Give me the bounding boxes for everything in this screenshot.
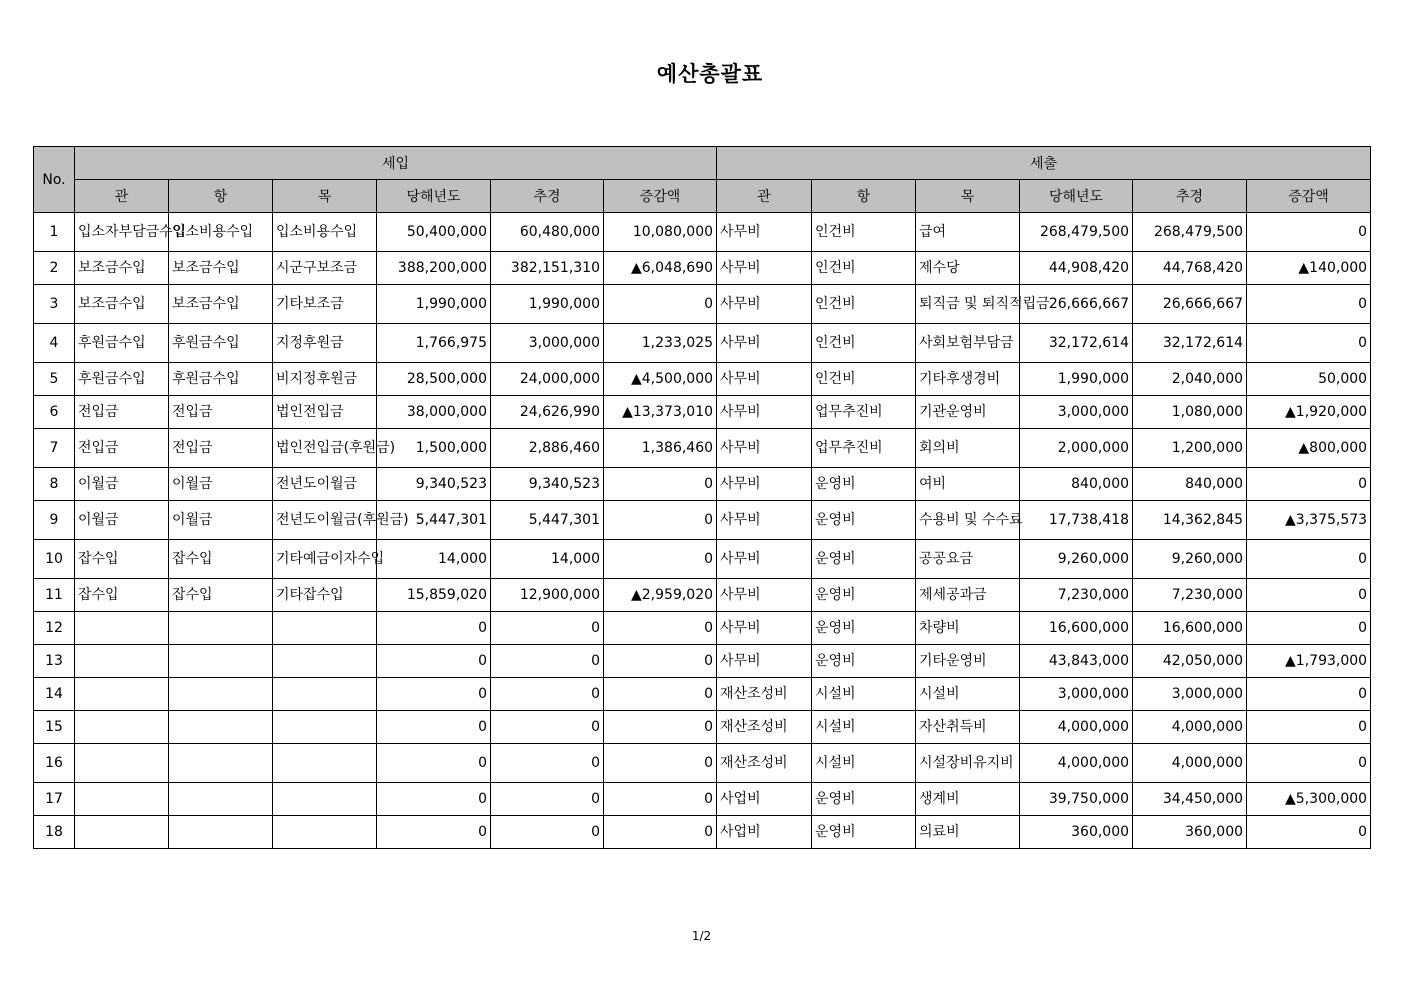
income-mok-cell: 시군구보조금: [273, 252, 377, 285]
table-row: [34, 252, 1371, 285]
table-row: [34, 363, 1371, 396]
income-hang-cell: [169, 816, 273, 849]
income-supplementary-cell: 24,000,000: [491, 363, 604, 396]
expense-change-cell: ▲140,000: [1247, 252, 1371, 285]
row-number: 2: [34, 252, 75, 285]
expense-gwan-cell: 사무비: [717, 612, 812, 645]
income-current-year-cell: 5,447,301: [377, 501, 491, 540]
expense-hang-cell: 운영비: [812, 540, 916, 579]
income-hang-cell: 보조금수입: [169, 252, 273, 285]
income-supplementary-cell: 60,480,000: [491, 213, 604, 252]
expense-gwan-cell: 재산조성비: [717, 711, 812, 744]
expense-change-cell: 0: [1247, 612, 1371, 645]
row-number: 12: [34, 612, 75, 645]
row-number: 17: [34, 783, 75, 816]
expense-supplementary-cell: 14,362,845: [1133, 501, 1247, 540]
expense-supplementary-cell: 1,200,000: [1133, 429, 1247, 468]
expense-change-cell: 0: [1247, 213, 1371, 252]
income-supplementary-cell: 2,886,460: [491, 429, 604, 468]
expense-current-year-cell: 3,000,000: [1020, 396, 1133, 429]
income-change-cell: 0: [604, 645, 717, 678]
expense-supplementary-cell: 16,600,000: [1133, 612, 1247, 645]
expense-current-year-cell: 39,750,000: [1020, 783, 1133, 816]
income-mok-cell: 기타보조금: [273, 285, 377, 324]
income-hang-cell: [169, 645, 273, 678]
table-row: [34, 396, 1371, 429]
income-gwan-cell: [75, 678, 169, 711]
header-no: No.: [34, 147, 75, 213]
table-row: [34, 744, 1371, 783]
income-gwan-cell: [75, 612, 169, 645]
income-supplementary-cell: 1,990,000: [491, 285, 604, 324]
income-supplementary-cell: 0: [491, 816, 604, 849]
expense-hang-cell: 운영비: [812, 501, 916, 540]
income-mok-cell: 기타잡수입: [273, 579, 377, 612]
income-supplementary-cell: 382,151,310: [491, 252, 604, 285]
expense-hang-cell: 시설비: [812, 744, 916, 783]
expense-gwan-cell: 사업비: [717, 783, 812, 816]
expense-current-year-cell: 268,479,500: [1020, 213, 1133, 252]
income-current-year-cell: 38,000,000: [377, 396, 491, 429]
income-mok-cell: [273, 678, 377, 711]
income-mok-cell: [273, 711, 377, 744]
row-number: 15: [34, 711, 75, 744]
row-number: 13: [34, 645, 75, 678]
income-mok-cell: [273, 612, 377, 645]
expense-supplementary-cell: 7,230,000: [1133, 579, 1247, 612]
income-hang-cell: [169, 783, 273, 816]
expense-hang-cell: 업무추진비: [812, 429, 916, 468]
income-hang-cell: [169, 744, 273, 783]
income-current-year-cell: 1,500,000: [377, 429, 491, 468]
income-change-cell: ▲6,048,690: [604, 252, 717, 285]
income-hang-cell: [169, 678, 273, 711]
income-current-year-cell: 0: [377, 816, 491, 849]
expense-supplementary-cell: 360,000: [1133, 816, 1247, 849]
header-income-hang: 항: [169, 180, 273, 213]
expense-current-year-cell: 360,000: [1020, 816, 1133, 849]
expense-gwan-cell: 사무비: [717, 579, 812, 612]
expense-current-year-cell: 2,000,000: [1020, 429, 1133, 468]
row-number: 8: [34, 468, 75, 501]
expense-hang-cell: 운영비: [812, 579, 916, 612]
expense-change-cell: 0: [1247, 285, 1371, 324]
header-income: 세입: [75, 147, 717, 180]
income-mok-cell: 비지정후원금: [273, 363, 377, 396]
row-number: 4: [34, 324, 75, 363]
income-current-year-cell: 50,400,000: [377, 213, 491, 252]
header-income-supplementary: 추경: [491, 180, 604, 213]
income-change-cell: 0: [604, 540, 717, 579]
table-row: [34, 285, 1371, 324]
expense-supplementary-cell: 44,768,420: [1133, 252, 1247, 285]
expense-change-cell: 0: [1247, 468, 1371, 501]
expense-mok-cell: 퇴직금 및 퇴직적립금: [916, 285, 1020, 324]
expense-supplementary-cell: 268,479,500: [1133, 213, 1247, 252]
budget-summary-table: [33, 146, 1371, 849]
table-row: [34, 783, 1371, 816]
table-row: [34, 612, 1371, 645]
expense-current-year-cell: 9,260,000: [1020, 540, 1133, 579]
table-body: [34, 213, 1371, 849]
income-hang-cell: 전입금: [169, 429, 273, 468]
income-gwan-cell: 보조금수입: [75, 285, 169, 324]
expense-hang-cell: 인건비: [812, 285, 916, 324]
income-hang-cell: 후원금수입: [169, 363, 273, 396]
income-change-cell: 0: [604, 783, 717, 816]
expense-mok-cell: 기타후생경비: [916, 363, 1020, 396]
table-row: [34, 711, 1371, 744]
income-change-cell: 0: [604, 468, 717, 501]
income-gwan-cell: 이월금: [75, 501, 169, 540]
expense-supplementary-cell: 1,080,000: [1133, 396, 1247, 429]
row-number: 9: [34, 501, 75, 540]
expense-change-cell: 0: [1247, 816, 1371, 849]
income-hang-cell: 보조금수입: [169, 285, 273, 324]
expense-supplementary-cell: 4,000,000: [1133, 711, 1247, 744]
expense-change-cell: 0: [1247, 540, 1371, 579]
row-number: 1: [34, 213, 75, 252]
expense-gwan-cell: 재산조성비: [717, 744, 812, 783]
income-supplementary-cell: 0: [491, 612, 604, 645]
income-mok-cell: 입소비용수입: [273, 213, 377, 252]
income-change-cell: 1,386,460: [604, 429, 717, 468]
expense-supplementary-cell: 42,050,000: [1133, 645, 1247, 678]
expense-hang-cell: 운영비: [812, 783, 916, 816]
expense-change-cell: ▲800,000: [1247, 429, 1371, 468]
expense-mok-cell: 여비: [916, 468, 1020, 501]
expense-change-cell: ▲1,920,000: [1247, 396, 1371, 429]
income-change-cell: 0: [604, 678, 717, 711]
expense-hang-cell: 인건비: [812, 363, 916, 396]
expense-gwan-cell: 재산조성비: [717, 678, 812, 711]
income-hang-cell: [169, 711, 273, 744]
income-gwan-cell: 이월금: [75, 468, 169, 501]
income-gwan-cell: [75, 783, 169, 816]
income-mok-cell: [273, 645, 377, 678]
table-row: [34, 429, 1371, 468]
income-change-cell: 0: [604, 285, 717, 324]
expense-gwan-cell: 사무비: [717, 396, 812, 429]
expense-mok-cell: 차량비: [916, 612, 1020, 645]
expense-mok-cell: 제수당: [916, 252, 1020, 285]
expense-hang-cell: 운영비: [812, 645, 916, 678]
expense-hang-cell: 시설비: [812, 678, 916, 711]
expense-hang-cell: 인건비: [812, 252, 916, 285]
row-number: 3: [34, 285, 75, 324]
expense-change-cell: 0: [1247, 579, 1371, 612]
income-supplementary-cell: 0: [491, 744, 604, 783]
income-change-cell: ▲2,959,020: [604, 579, 717, 612]
income-gwan-cell: [75, 711, 169, 744]
expense-hang-cell: 운영비: [812, 816, 916, 849]
income-mok-cell: [273, 816, 377, 849]
expense-current-year-cell: 17,738,418: [1020, 501, 1133, 540]
income-mok-cell: 지정후원금: [273, 324, 377, 363]
expense-mok-cell: 자산취득비: [916, 711, 1020, 744]
table-row: [34, 213, 1371, 252]
income-mok-cell: [273, 783, 377, 816]
row-number: 11: [34, 579, 75, 612]
expense-supplementary-cell: 32,172,614: [1133, 324, 1247, 363]
income-gwan-cell: 잡수입: [75, 540, 169, 579]
table-row: [34, 645, 1371, 678]
header-income-gwan: 관: [75, 180, 169, 213]
income-mok-cell: [273, 744, 377, 783]
expense-gwan-cell: 사업비: [717, 816, 812, 849]
expense-change-cell: ▲3,375,573: [1247, 501, 1371, 540]
income-hang-cell: [169, 612, 273, 645]
expense-current-year-cell: 1,990,000: [1020, 363, 1133, 396]
expense-current-year-cell: 4,000,000: [1020, 711, 1133, 744]
row-number: 10: [34, 540, 75, 579]
income-hang-cell: 잡수입: [169, 540, 273, 579]
expense-mok-cell: 회의비: [916, 429, 1020, 468]
expense-hang-cell: 업무추진비: [812, 396, 916, 429]
expense-hang-cell: 인건비: [812, 213, 916, 252]
expense-change-cell: 0: [1247, 324, 1371, 363]
expense-gwan-cell: 사무비: [717, 540, 812, 579]
header-income-current-year: 당해년도: [377, 180, 491, 213]
expense-current-year-cell: 16,600,000: [1020, 612, 1133, 645]
expense-current-year-cell: 32,172,614: [1020, 324, 1133, 363]
income-gwan-cell: 입소자부담금수입: [75, 213, 169, 252]
income-change-cell: 0: [604, 744, 717, 783]
expense-gwan-cell: 사무비: [717, 285, 812, 324]
expense-mok-cell: 제세공과금: [916, 579, 1020, 612]
header-expense: 세출: [717, 147, 1371, 180]
income-mok-cell: 전년도이월금: [273, 468, 377, 501]
income-current-year-cell: 0: [377, 744, 491, 783]
expense-mok-cell: 기관운영비: [916, 396, 1020, 429]
expense-current-year-cell: 4,000,000: [1020, 744, 1133, 783]
expense-gwan-cell: 사무비: [717, 363, 812, 396]
income-current-year-cell: 15,859,020: [377, 579, 491, 612]
expense-current-year-cell: 840,000: [1020, 468, 1133, 501]
expense-gwan-cell: 사무비: [717, 645, 812, 678]
income-change-cell: 1,233,025: [604, 324, 717, 363]
income-mok-cell: 전년도이월금(후원금): [273, 501, 377, 540]
expense-change-cell: 50,000: [1247, 363, 1371, 396]
expense-gwan-cell: 사무비: [717, 324, 812, 363]
expense-mok-cell: 급여: [916, 213, 1020, 252]
income-current-year-cell: 0: [377, 711, 491, 744]
header-expense-hang: 항: [812, 180, 916, 213]
table-row: [34, 540, 1371, 579]
income-supplementary-cell: 0: [491, 711, 604, 744]
income-supplementary-cell: 3,000,000: [491, 324, 604, 363]
expense-current-year-cell: 43,843,000: [1020, 645, 1133, 678]
income-current-year-cell: 1,990,000: [377, 285, 491, 324]
expense-supplementary-cell: 3,000,000: [1133, 678, 1247, 711]
expense-supplementary-cell: 4,000,000: [1133, 744, 1247, 783]
income-gwan-cell: [75, 744, 169, 783]
income-gwan-cell: 전입금: [75, 396, 169, 429]
income-supplementary-cell: 9,340,523: [491, 468, 604, 501]
income-change-cell: ▲4,500,000: [604, 363, 717, 396]
table-row: [34, 501, 1371, 540]
expense-change-cell: 0: [1247, 678, 1371, 711]
income-change-cell: 0: [604, 816, 717, 849]
row-number: 5: [34, 363, 75, 396]
expense-mok-cell: 시설장비유지비: [916, 744, 1020, 783]
row-number: 7: [34, 429, 75, 468]
income-hang-cell: 입소비용수입: [169, 213, 273, 252]
header-income-change: 증감액: [604, 180, 717, 213]
expense-change-cell: ▲5,300,000: [1247, 783, 1371, 816]
expense-supplementary-cell: 34,450,000: [1133, 783, 1247, 816]
income-current-year-cell: 0: [377, 612, 491, 645]
income-change-cell: 0: [604, 612, 717, 645]
table-row: [34, 579, 1371, 612]
income-supplementary-cell: 0: [491, 783, 604, 816]
income-gwan-cell: 잡수입: [75, 579, 169, 612]
expense-supplementary-cell: 26,666,667: [1133, 285, 1247, 324]
income-supplementary-cell: 24,626,990: [491, 396, 604, 429]
expense-gwan-cell: 사무비: [717, 501, 812, 540]
header-income-mok: 목: [273, 180, 377, 213]
header-expense-mok: 목: [916, 180, 1020, 213]
table-row: [34, 324, 1371, 363]
table-row: [34, 816, 1371, 849]
expense-change-cell: 0: [1247, 711, 1371, 744]
income-mok-cell: 법인전입금: [273, 396, 377, 429]
expense-hang-cell: 운영비: [812, 468, 916, 501]
header-expense-supplementary: 추경: [1133, 180, 1247, 213]
income-gwan-cell: 보조금수입: [75, 252, 169, 285]
income-change-cell: 0: [604, 711, 717, 744]
expense-supplementary-cell: 9,260,000: [1133, 540, 1247, 579]
expense-hang-cell: 시설비: [812, 711, 916, 744]
expense-hang-cell: 운영비: [812, 612, 916, 645]
income-hang-cell: 잡수입: [169, 579, 273, 612]
income-hang-cell: 이월금: [169, 468, 273, 501]
income-gwan-cell: [75, 645, 169, 678]
income-hang-cell: 후원금수입: [169, 324, 273, 363]
expense-mok-cell: 시설비: [916, 678, 1020, 711]
expense-mok-cell: 공공요금: [916, 540, 1020, 579]
expense-current-year-cell: 26,666,667: [1020, 285, 1133, 324]
header-expense-gwan: 관: [717, 180, 812, 213]
expense-supplementary-cell: 840,000: [1133, 468, 1247, 501]
page-number: 1/2: [691, 929, 712, 943]
row-number: 16: [34, 744, 75, 783]
income-mok-cell: 법인전입금(후원금): [273, 429, 377, 468]
income-supplementary-cell: 12,900,000: [491, 579, 604, 612]
expense-mok-cell: 수용비 및 수수료: [916, 501, 1020, 540]
income-gwan-cell: 후원금수입: [75, 363, 169, 396]
row-number: 6: [34, 396, 75, 429]
income-current-year-cell: 14,000: [377, 540, 491, 579]
expense-mok-cell: 생계비: [916, 783, 1020, 816]
expense-mok-cell: 기타운영비: [916, 645, 1020, 678]
income-hang-cell: 전입금: [169, 396, 273, 429]
page-title: 예산총괄표: [656, 62, 764, 86]
income-hang-cell: 이월금: [169, 501, 273, 540]
expense-change-cell: ▲1,793,000: [1247, 645, 1371, 678]
table-row: [34, 678, 1371, 711]
header-expense-change: 증감액: [1247, 180, 1371, 213]
expense-current-year-cell: 44,908,420: [1020, 252, 1133, 285]
income-mok-cell: 기타예금이자수입: [273, 540, 377, 579]
income-current-year-cell: 0: [377, 645, 491, 678]
income-gwan-cell: [75, 816, 169, 849]
income-supplementary-cell: 14,000: [491, 540, 604, 579]
table-row: [34, 468, 1371, 501]
income-current-year-cell: 28,500,000: [377, 363, 491, 396]
income-supplementary-cell: 0: [491, 645, 604, 678]
income-gwan-cell: 후원금수입: [75, 324, 169, 363]
income-current-year-cell: 0: [377, 783, 491, 816]
expense-gwan-cell: 사무비: [717, 429, 812, 468]
income-gwan-cell: 전입금: [75, 429, 169, 468]
income-current-year-cell: 0: [377, 678, 491, 711]
row-number: 14: [34, 678, 75, 711]
income-supplementary-cell: 0: [491, 678, 604, 711]
expense-current-year-cell: 7,230,000: [1020, 579, 1133, 612]
expense-change-cell: 0: [1247, 744, 1371, 783]
income-current-year-cell: 1,766,975: [377, 324, 491, 363]
expense-mok-cell: 사회보험부담금: [916, 324, 1020, 363]
expense-hang-cell: 인건비: [812, 324, 916, 363]
income-change-cell: ▲13,373,010: [604, 396, 717, 429]
income-current-year-cell: 388,200,000: [377, 252, 491, 285]
expense-gwan-cell: 사무비: [717, 213, 812, 252]
expense-gwan-cell: 사무비: [717, 252, 812, 285]
income-change-cell: 0: [604, 501, 717, 540]
income-change-cell: 10,080,000: [604, 213, 717, 252]
expense-supplementary-cell: 2,040,000: [1133, 363, 1247, 396]
expense-mok-cell: 의료비: [916, 816, 1020, 849]
expense-gwan-cell: 사무비: [717, 468, 812, 501]
table-header: [34, 147, 1371, 213]
row-number: 18: [34, 816, 75, 849]
expense-current-year-cell: 3,000,000: [1020, 678, 1133, 711]
header-expense-current-year: 당해년도: [1020, 180, 1133, 213]
income-current-year-cell: 9,340,523: [377, 468, 491, 501]
income-supplementary-cell: 5,447,301: [491, 501, 604, 540]
